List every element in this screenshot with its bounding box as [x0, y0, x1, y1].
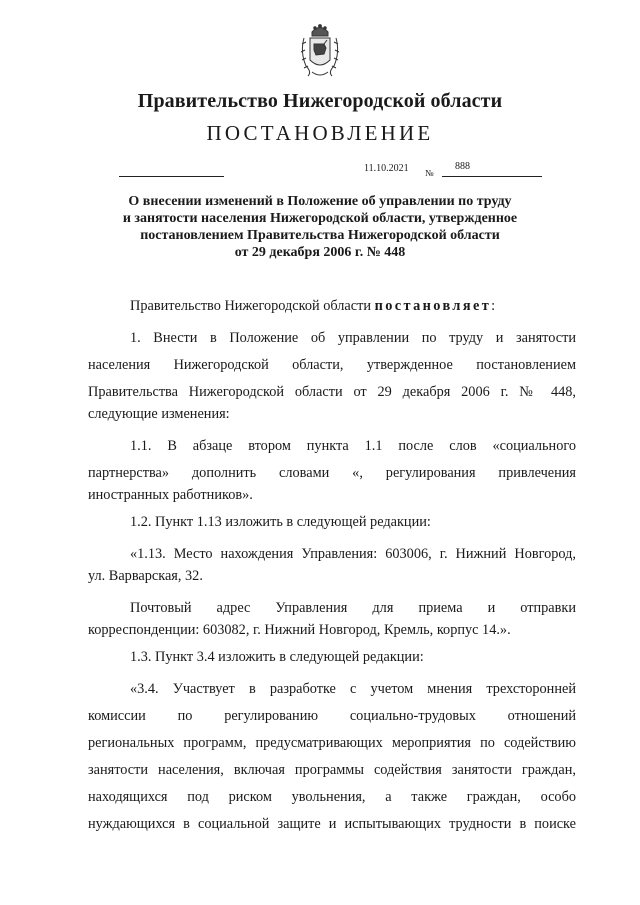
paragraph-line: региональных программ, предусматривающих мероприятия по содействию [88, 735, 576, 751]
document-date: 11.10.2021 [364, 163, 409, 174]
subject-line: и занятости населения Нижегородской области, утвержденное [122, 211, 518, 226]
item-1-3-paragraph: 1.3. Пункт 3.4 изложить в следующей редакции: [130, 649, 424, 665]
subject-line: О внесении изменений в Положение об управлении по труду [128, 194, 512, 209]
document-number: 888 [455, 161, 470, 172]
subject-line: постановлением Правительства Нижегородской области [140, 228, 500, 243]
paragraph-line: Почтовый адрес Управления для приема и отправки [130, 600, 576, 616]
blank-signature-line [119, 176, 224, 177]
document-subject [90, 193, 550, 261]
paragraph-line: комиссии по регулированию социально-трудовых отношений [88, 708, 576, 724]
postal-address-paragraph [88, 595, 576, 622]
intro-paragraph [130, 298, 495, 315]
paragraph-line: Правительства Нижегородской области от 29 декабря 2006 г. № 448, [88, 384, 576, 400]
intro-prefix: Правительство Нижегородской области [130, 298, 375, 314]
paragraph-line: 1. Внести в Положение об управлении по труду и занятости [130, 330, 576, 346]
subject-line: от 29 декабря 2006 г. № 448 [234, 245, 406, 260]
document-type-title: ПОСТАНОВЛЕНИЕ [206, 121, 434, 145]
paragraph-line: занятости населения, включая программы содействия занятости граждан, [88, 762, 576, 778]
number-sign: № [425, 168, 434, 178]
item-1-last-line: следующие изменения: [88, 406, 230, 422]
paragraph-line: 1.1. В абзаце втором пункта 1.1 после слов «социального [130, 438, 576, 454]
quote-1-13-last-line: ул. Варварская, 32. [88, 568, 203, 584]
quote-1-13-paragraph [88, 541, 576, 568]
item-1-1-paragraph [88, 433, 576, 487]
coat-of-arms-emblem [298, 22, 342, 78]
intro-suffix: : [491, 298, 496, 314]
paragraph-line: партнерства» дополнить словами «, регулирования привлечения [88, 465, 576, 481]
intro-decree-word: постановляет [374, 298, 492, 314]
number-underline [442, 176, 542, 177]
paragraph-line: «1.13. Место нахождения Управления: 603006, г. Нижний Новгород, [130, 546, 576, 562]
government-name: Правительство Нижегородской области [137, 90, 503, 112]
item-1-2-paragraph: 1.2. Пункт 1.13 изложить в следующей редакции: [130, 514, 431, 530]
paragraph-line: населения Нижегородской области, утвержденное постановлением [88, 357, 576, 373]
item-1-paragraph [88, 325, 576, 406]
paragraph-line: нуждающихся в социальной защите и испытывающих трудности в поиске [88, 816, 576, 832]
paragraph-line: «3.4. Участвует в разработке с учетом мнения трехсторонней [130, 681, 576, 697]
quote-3-4-paragraph [88, 676, 576, 838]
postal-address-last-line: корреспонденции: 603082, г. Нижний Новгород, Кремль, корпус 14.». [88, 622, 511, 638]
paragraph-line: находящихся под риском увольнения, а также граждан, особо [88, 789, 576, 805]
item-1-1-last-line: иностранных работников». [88, 487, 253, 503]
